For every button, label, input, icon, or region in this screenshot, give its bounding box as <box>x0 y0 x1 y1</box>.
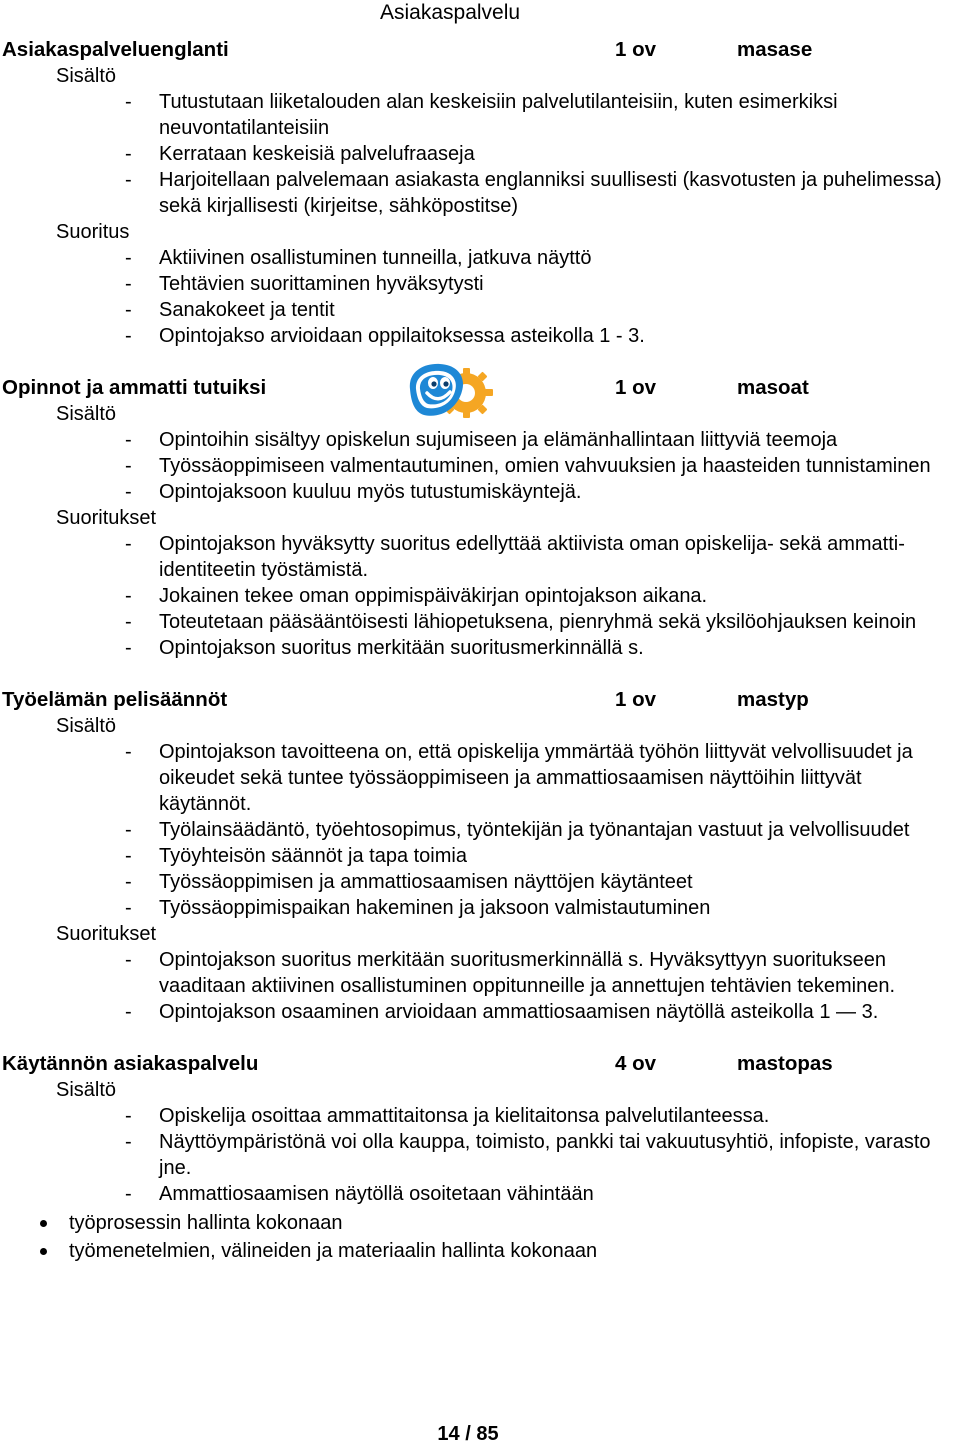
section-label: Sisältö <box>56 65 117 87</box>
course-code: mastopas <box>737 1052 833 1075</box>
course-asiakaspalveluenglanti <box>2 37 958 349</box>
course-title: Opinnot ja ammatti tutuiksi <box>2 376 267 399</box>
list-item: - Kerrataan keskeisiä palvelufraaseja <box>2 141 958 167</box>
course-opinnot-ja-ammatti-tutuiksi <box>2 375 958 661</box>
course-tyoelaman-pelisaannot <box>2 687 958 1025</box>
list-item: - Opintojakson hyväksytty suoritus edellyttää aktiivista oman opiskelija- sekä ammatti-identiteetin työstämistä. <box>2 531 958 583</box>
section-list <box>2 531 958 661</box>
course-title: Asiakaspalveluenglanti <box>2 38 229 61</box>
list-item: - Toteutetaan pääsääntöisesti lähiopetuksena, pienryhmä sekä yksilöohjauksen keinoin <box>2 609 958 635</box>
course-title: Käytännön asiakaspalvelu <box>2 1052 259 1075</box>
list-item: - Harjoitellaan palvelemaan asiakasta englanniksi suullisesti (kasvotusten ja puhelimessa) sekä kirjallisesti (kirjeitse, sähköpostitse) <box>2 167 958 219</box>
course-code: masoat <box>737 376 809 399</box>
section-label: Sisältö <box>56 715 117 737</box>
list-item: - Opintojakso arvioidaan oppilaitoksessa asteikolla 1 - 3. <box>2 323 958 349</box>
list-item: - Opintojakson osaaminen arvioidaan ammattiosaamisen näytöllä asteikolla 1 — 3. <box>2 999 958 1025</box>
list-item: - Opintojakson tavoitteena on, että opiskelija ymmärtää työhön liittyvät velvollisuudet ja oikeudet sekä tuntee työssäoppimiseen ja ammattiosaamisen näyttöihin liittyvät käytännöt. <box>2 739 958 817</box>
bullet-list <box>2 1209 958 1265</box>
document-body <box>2 37 958 1265</box>
section-list <box>2 947 958 1025</box>
course-title: Työelämän pelisäännöt <box>2 688 228 711</box>
list-item: - Jokainen tekee oman oppimispäiväkirjan opintojakson aikana. <box>2 583 958 609</box>
course-credits: 1 ov <box>615 688 657 711</box>
course-kaytannon-asiakaspalvelu <box>2 1051 958 1265</box>
list-item: - Opintojaksoon kuuluu myös tutustumiskäyntejä. <box>2 479 958 505</box>
list-item: - Sanakokeet ja tentit <box>2 297 958 323</box>
page-header: Asiakaspalvelu <box>380 1 521 24</box>
course-code: mastyp <box>737 688 809 711</box>
list-item: - Ammattiosaamisen näytöllä osoitetaan vähintään <box>2 1181 958 1207</box>
section-label: Sisältö <box>56 403 117 425</box>
list-item: - Opintojakson suoritus merkitään suoritusmerkinnällä s. <box>2 635 958 661</box>
section-list <box>2 245 958 349</box>
course-credits: 4 ov <box>615 1052 657 1075</box>
section-list <box>2 739 958 921</box>
list-item: - Opiskelija osoittaa ammattitaitonsa ja kielitaitonsa palvelutilanteessa. <box>2 1103 958 1129</box>
list-item: - Aktiivinen osallistuminen tunneilla, jatkuva näyttö <box>2 245 958 271</box>
course-heading <box>2 1051 958 1077</box>
course-code: masase <box>737 38 813 61</box>
section-list <box>2 89 958 219</box>
section-label: Suoritukset <box>56 923 157 945</box>
list-item: - Tutustutaan liiketalouden alan keskeisiin palvelutilanteisiin, kuten esimerkiksi neuvontatilanteisiin <box>2 89 958 141</box>
list-item: - Työssäoppimiseen valmentautuminen, omien vahvuuksien ja haasteiden tunnistaminen <box>2 453 958 479</box>
list-item: - Työyhteisön säännöt ja tapa toimia <box>2 843 958 869</box>
section-label: Suoritus <box>56 221 130 243</box>
section-label: Sisältö <box>56 1079 117 1101</box>
section-list <box>2 427 958 505</box>
section-list <box>2 1103 958 1207</box>
list-item: - Näyttöympäristönä voi olla kauppa, toimisto, pankki tai vakuutusyhtiö, infopiste, varasto jne. <box>2 1129 958 1181</box>
page-number: 14 / 85 <box>437 1423 499 1445</box>
bullet-item: työprosessin hallinta kokonaan <box>2 1209 958 1237</box>
list-item: - Tehtävien suorittaminen hyväksytysti <box>2 271 958 297</box>
list-item: - Työssäoppimispaikan hakeminen ja jaksoon valmistautuminen <box>2 895 958 921</box>
list-item: - Opintoihin sisältyy opiskelun sujumiseen ja elämänhallintaan liittyviä teemoja <box>2 427 958 453</box>
course-heading <box>2 687 958 713</box>
course-credits: 1 ov <box>615 38 657 61</box>
course-credits: 1 ov <box>615 376 657 399</box>
section-label: Suoritukset <box>56 507 157 529</box>
bullet-item: työmenetelmien, välineiden ja materiaalin hallinta kokonaan <box>2 1237 958 1265</box>
list-item: - Työssäoppimisen ja ammattiosaamisen näyttöjen käytänteet <box>2 869 958 895</box>
list-item: - Opintojakson suoritus merkitään suoritusmerkinnällä s. Hyväksyttyyn suoritukseen vaaditaan aktiivinen osallistuminen oppitunneille ja annettujen tehtävien tekeminen. <box>2 947 958 999</box>
course-heading <box>2 37 958 63</box>
list-item: - Työlainsäädäntö, työehtosopimus, työntekijän ja työnantajan vastuut ja velvollisuudet <box>2 817 958 843</box>
smiling-face-gear-logo-icon <box>400 359 498 425</box>
